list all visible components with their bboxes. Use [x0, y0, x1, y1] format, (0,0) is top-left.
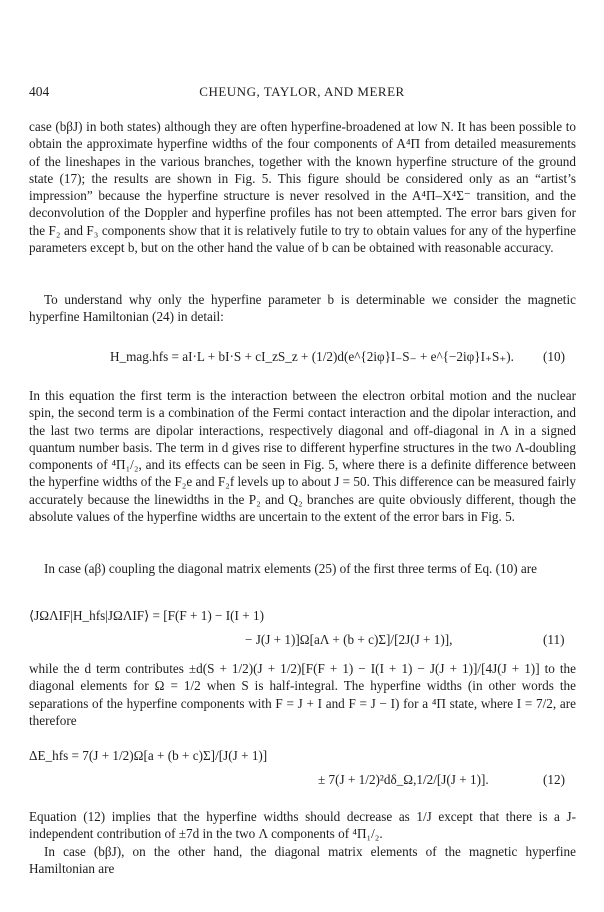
paragraph-6: Equation (12) implies that the hyperfine widths should decrease as 1/J except that there is a J-independent contribution of ±7d in the two Λ components of ⁴Π₁/₂. — [29, 809, 576, 842]
running-head: CHEUNG, TAYLOR, AND MERER — [199, 84, 405, 99]
equation-11-line-2: − J(J + 1)]Ω[aΛ + (b + c)Σ]/[2J(J + 1)], — [245, 632, 453, 647]
equation-12-line-2: ± 7(J + 1/2)²dδ_Ω,1/2/[J(J + 1)]. — [318, 772, 489, 787]
equation-10-text: H_mag.hfs = aI·L + bI·S + cI_zS_z + (1/2)d(e^{2iφ}I₋S₋ + e^{−2iφ}I₊S₊). — [110, 349, 514, 364]
paragraph-1: case (bβJ) in both states) although they are often hyperfine-broadened at low N. It has been possible to obtain the approximate hyperfine widths of the four components of A⁴Π from detailed measurements of the lineshapes in the various branches, together with the known hyperfine structure of the ground state (17); the results are shown in Fig. 5. This figure should be considered only as an “artist’s impression” because the hyperfine structure is never resolved in the A⁴Π–X⁴Σ⁻ transition, and the deconvolution of the Doppler and hyperfine profiles has not been attempted. The error bars given for the F₂ and F₃ components show that it is relatively futile to try to obtain values for any of the hyperfine parameters except b, but on the other hand the value of b can be obtained with reasonable accuracy. — [29, 119, 576, 256]
paragraph-7: In case (bβJ), on the other hand, the diagonal matrix elements of the magnetic hyperfine Hamiltonian are — [29, 844, 576, 877]
paragraph-5: while the d term contributes ±d(S + 1/2)(J + 1/2)[F(F + 1) − I(I + 1) − J(J + 1)]/[4J(J + 1)] to the diagonal elements for Ω = 1/2 when S is half-integral. The hyperfine widths (in other words the separations of the hyperfine components with F = J + I and F = J − I) for a ⁴Π state, where I = 7/2, are therefore — [29, 661, 576, 728]
paragraph-2: To understand why only the hyperfine parameter b is determinable we consider the magnetic hyperfine Hamiltonian (24) in detail: — [29, 292, 576, 325]
equation-10-number: (10) — [543, 349, 565, 364]
equation-11-line-1: ⟨JΩΛIF|H_hfs|JΩΛIF⟩ = [F(F + 1) − I(I + 1) — [29, 608, 264, 623]
equation-12-number: (12) — [543, 772, 565, 787]
equation-12-line-1: ΔE_hfs = 7(J + 1/2)Ω[a + (b + c)Σ]/[J(J + 1)] — [29, 748, 268, 763]
equation-11-number: (11) — [543, 632, 565, 647]
page-number: 404 — [29, 84, 50, 99]
paragraph-4: In case (aβ) coupling the diagonal matrix elements (25) of the first three terms of Eq. (10) are — [44, 561, 537, 576]
equation-10 — [110, 349, 514, 365]
paragraph-3: In this equation the first term is the interaction between the electron orbital motion and the nuclear spin, the second term is a combination of the Fermi contact interaction and the dipolar interaction, and the last two terms are dipolar interactions, respectively diagonal and off-diagonal in Λ in a signed quantum number basis. The term in d gives rise to different hyperfine structures in the two Λ-doubling components of ⁴Π₁/₂, and its effects can be seen in Fig. 5, where there is a definite difference between the hyperfine widths of the F₂e and F₂f levels up to about J = 50. This difference can be measured fairly accurately because the linewidths in the P₂ and Q₂ branches are quite obviously different, though the absolute values of the hyperfine widths are uncertain to the extent of the error bars in Fig. 5. — [29, 388, 576, 525]
